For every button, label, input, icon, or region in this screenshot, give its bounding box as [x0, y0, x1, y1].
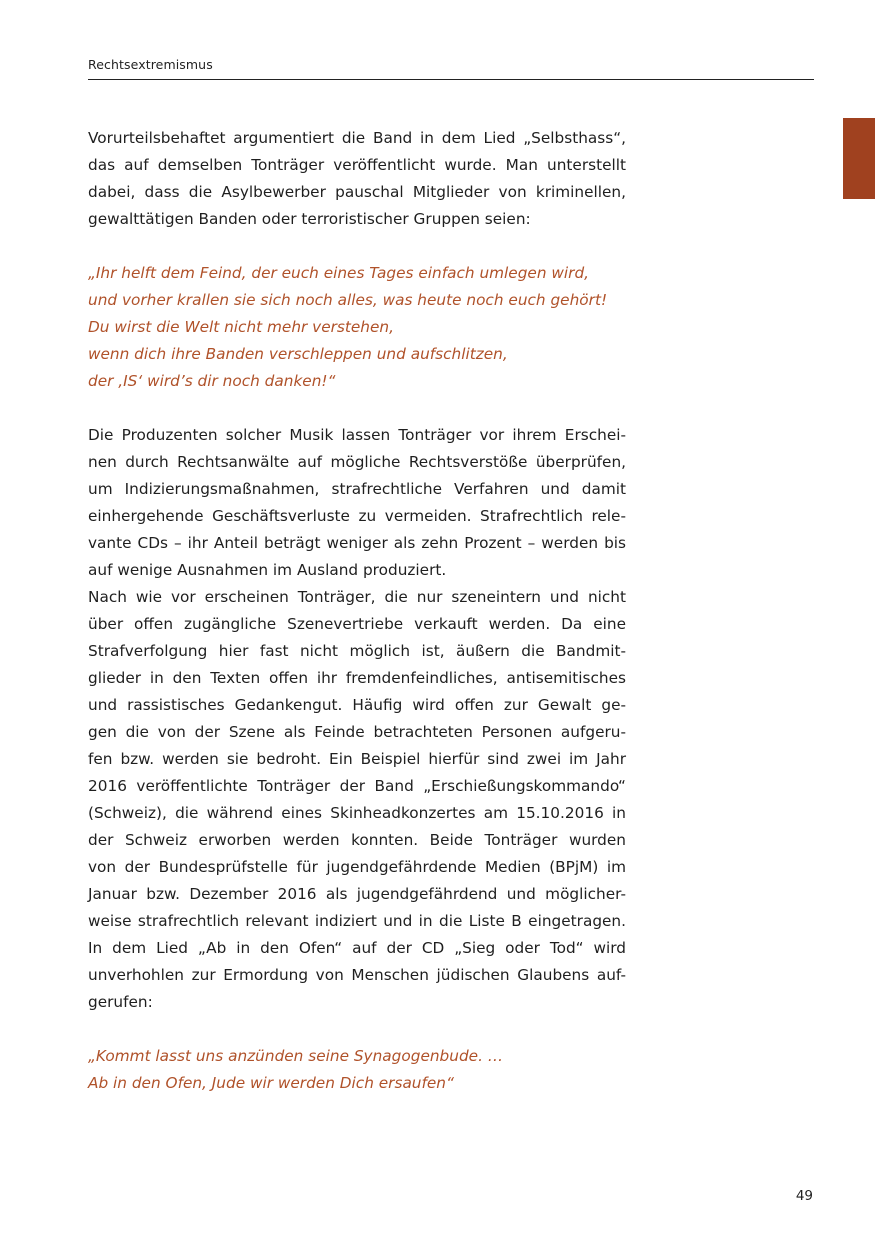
text-line: fen bzw. werden sie bedroht. Ein Beispiel hierfür sind zwei im Jahr	[88, 750, 626, 768]
text-line: von der Bundesprüfstelle für jugendgefährdende Medien (BPjM) im	[88, 858, 626, 876]
paragraph-1	[88, 125, 626, 233]
running-header: Rechtsextremismus	[88, 57, 213, 72]
paragraph-3	[88, 584, 626, 1016]
quote-line: Du wirst die Welt nicht mehr verstehen,	[88, 318, 394, 336]
quote-line: „Ihr helft dem Feind, der euch eines Tages einfach umlegen wird,	[88, 264, 590, 282]
text-line: gewalttätigen Banden oder terroristischer Gruppen seien:	[88, 210, 531, 228]
text-line: das auf demselben Tonträger veröffentlicht wurde. Man unterstellt	[88, 156, 626, 174]
text-line: über offen zugängliche Szenevertriebe verkauft werden. Da eine	[88, 615, 626, 633]
text-line: nen durch Rechtsanwälte auf mögliche Rechtsverstöße überprüfen,	[88, 453, 626, 471]
quote-line: Ab in den Ofen, Jude wir werden Dich ersaufen“	[88, 1074, 454, 1092]
quote-line: „Kommt lasst uns anzünden seine Synagogenbude. …	[88, 1047, 504, 1065]
header-rule	[88, 79, 814, 80]
paragraph-2	[88, 422, 626, 584]
text-line: glieder in den Texten offen ihr fremdenfeindliches, antisemitisches	[88, 669, 626, 687]
quote-2	[88, 1043, 626, 1097]
text-line: In dem Lied „Ab in den Ofen“ auf der CD „Sieg oder Tod“ wird	[88, 939, 626, 957]
text-line: um Indizierungsmaßnahmen, strafrechtliche Verfahren und damit	[88, 480, 626, 498]
body-text	[88, 125, 626, 1097]
text-line: dabei, dass die Asylbewerber pauschal Mitglieder von kriminellen,	[88, 183, 626, 201]
text-line: Vorurteilsbehaftet argumentiert die Band in dem Lied „Selbsthass“,	[88, 129, 626, 147]
text-line: Strafverfolgung hier fast nicht möglich ist, äußern die Bandmit-	[88, 642, 626, 660]
page-number: 49	[795, 1188, 813, 1204]
text-line: der Schweiz erworben werden konnten. Beide Tonträger wurden	[88, 831, 626, 849]
text-line: (Schweiz), die während eines Skinheadkonzertes am 15.10.2016 in	[88, 804, 626, 822]
text-line: weise strafrechtlich relevant indiziert und in die Liste B eingetragen.	[88, 912, 626, 930]
text-line: vante CDs – ihr Anteil beträgt weniger als zehn Prozent – werden bis	[88, 534, 626, 552]
text-line: und rassistisches Gedankengut. Häufig wird offen zur Gewalt ge-	[88, 696, 626, 714]
quote-line: und vorher krallen sie sich noch alles, was heute noch euch gehört!	[88, 291, 608, 309]
text-line: gerufen:	[88, 993, 153, 1011]
quote-1	[88, 260, 626, 395]
quote-line: der ‚IS‘ wird’s dir noch danken!“	[88, 372, 336, 390]
quote-line: wenn dich ihre Banden verschleppen und aufschlitzen,	[88, 345, 508, 363]
text-line: gen die von der Szene als Feinde betrachteten Personen aufgeru-	[88, 723, 626, 741]
text-line: unverhohlen zur Ermordung von Menschen jüdischen Glaubens auf-	[88, 966, 626, 984]
text-line: Die Produzenten solcher Musik lassen Tonträger vor ihrem Erschei-	[88, 426, 626, 444]
text-line: 2016 veröffentlichte Tonträger der Band „Erschießungskommando“	[88, 777, 626, 795]
text-line: einhergehende Geschäftsverluste zu vermeiden. Strafrechtlich rele-	[88, 507, 626, 525]
text-line: auf wenige Ausnahmen im Ausland produziert.	[88, 561, 447, 579]
text-line: Nach wie vor erscheinen Tonträger, die nur szeneintern und nicht	[88, 588, 626, 606]
chapter-tab-marker	[843, 118, 875, 199]
text-line: Januar bzw. Dezember 2016 als jugendgefährdend und möglicher-	[88, 885, 626, 903]
